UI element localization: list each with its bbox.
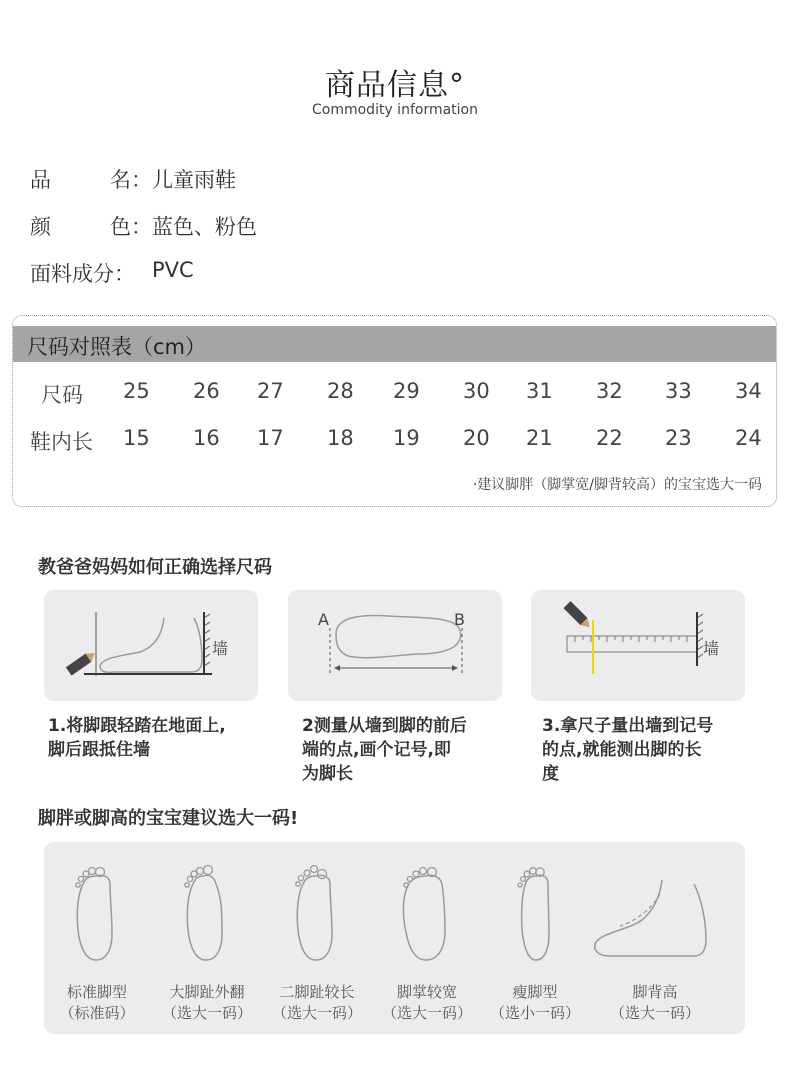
foot-type-label: [480, 982, 590, 1024]
info-key-part: 颜: [30, 215, 51, 239]
wall-label: 墙: [212, 639, 229, 658]
info-key-part: 色：: [110, 215, 152, 239]
size-cell: 30: [463, 379, 490, 403]
size-chart: [12, 315, 777, 507]
step-line: 3.拿尺子量出墙到记号: [542, 716, 714, 736]
info-row-color: [30, 211, 257, 241]
length-cell: 22: [596, 426, 623, 450]
sole-measure-illustration: [288, 590, 502, 701]
length-cell: 15: [123, 426, 150, 450]
foot-type-label: [152, 982, 262, 1024]
long-second-toe-foot-icon: [290, 862, 340, 964]
point-b-label: B: [454, 610, 465, 629]
size-cell: 33: [665, 379, 692, 403]
size-chart-header: [13, 326, 777, 362]
foot-type-label: [372, 982, 482, 1024]
step-line: 为脚长: [302, 764, 353, 784]
length-cell: 18: [327, 426, 354, 450]
wall-label: 墙: [703, 639, 720, 658]
length-cell: 23: [665, 426, 692, 450]
size-cell: 27: [257, 379, 284, 403]
size-cell: 29: [393, 379, 420, 403]
step-line: 的点,就能测出脚的长: [542, 740, 702, 760]
step-3-text: [542, 714, 713, 786]
length-cell: 19: [393, 426, 420, 450]
size-cell: 31: [526, 379, 553, 403]
step-line: 1.将脚跟轻踏在地面上,: [48, 716, 226, 736]
foot-type-advice: （选大一码）: [381, 1004, 472, 1022]
foot-type-label: [262, 982, 372, 1024]
size-cell: 26: [193, 379, 220, 403]
foot-type-label: [50, 982, 144, 1024]
size-chart-title: 尺码对照表（cm）: [27, 335, 207, 359]
foot-type-advice: （标准码）: [59, 1004, 135, 1022]
step-line: 端的点,画个记号,即: [302, 740, 451, 760]
step-line: 度: [542, 764, 559, 784]
info-row-material: [30, 258, 194, 288]
feet-title: 脚胖或脚高的宝宝建议选大一码!: [38, 808, 299, 829]
foot-type-name: 标准脚型: [66, 983, 127, 1001]
info-key-part: 名：: [110, 168, 152, 192]
foot-type-name: 瘦脚型: [512, 983, 558, 1001]
info-value: 蓝色、粉色: [152, 215, 257, 239]
foot-type-name: 二脚趾较长: [279, 983, 355, 1001]
bunion-foot-icon: [180, 862, 230, 964]
foot-type-name: 脚背高: [632, 983, 678, 1001]
page-title: 商品信息°: [325, 68, 465, 103]
foot-type-advice: （选大一码）: [271, 1004, 362, 1022]
wide-foot-icon: [398, 862, 452, 964]
high-instep-foot-icon: [590, 876, 710, 962]
size-note: ·建议脚胖（脚掌宽/脚背较高）的宝宝选大一码: [472, 477, 762, 493]
foot-type-advice: （选大一码）: [161, 1004, 252, 1022]
length-row-label: 鞋内长: [30, 430, 93, 454]
length-cell: 20: [463, 426, 490, 450]
slim-foot-icon: [512, 862, 558, 964]
guide-card-step3: [531, 590, 745, 701]
step-2-text: [302, 714, 467, 786]
guide-title: 教爸爸妈妈如何正确选择尺码: [38, 557, 272, 578]
foot-type-advice: （选小一码）: [489, 1004, 580, 1022]
length-cell: 24: [735, 426, 762, 450]
page-subtitle: Commodity information: [312, 102, 478, 118]
info-key-part: 品: [30, 168, 51, 192]
step-1-text: [48, 714, 226, 762]
foot-type-name: 大脚趾外翻: [169, 983, 245, 1001]
guide-card-step1: [44, 590, 258, 701]
length-row: [13, 426, 777, 456]
guide-card-step2: [288, 590, 502, 701]
size-cell: 25: [123, 379, 150, 403]
size-cell: 34: [735, 379, 762, 403]
step-line: 脚后跟抵住墙: [48, 740, 150, 760]
info-value: PVC: [152, 258, 194, 282]
foot-type-label: [600, 982, 710, 1024]
point-a-label: A: [318, 610, 329, 629]
info-key-part: 面料成分：: [30, 262, 135, 286]
length-cell: 21: [526, 426, 553, 450]
step-line: 2测量从墙到脚的前后: [302, 716, 467, 736]
size-cell: 32: [596, 379, 623, 403]
size-row: [13, 379, 777, 409]
foot-type-name: 脚掌较宽: [396, 983, 457, 1001]
length-cell: 17: [257, 426, 284, 450]
length-cell: 16: [193, 426, 220, 450]
size-row-label: 尺码: [41, 383, 83, 407]
info-value: 儿童雨鞋: [152, 168, 236, 192]
size-cell: 28: [327, 379, 354, 403]
foot-type-advice: （选大一码）: [609, 1004, 700, 1022]
standard-foot-icon: [70, 862, 120, 964]
info-row-name: [30, 164, 236, 194]
